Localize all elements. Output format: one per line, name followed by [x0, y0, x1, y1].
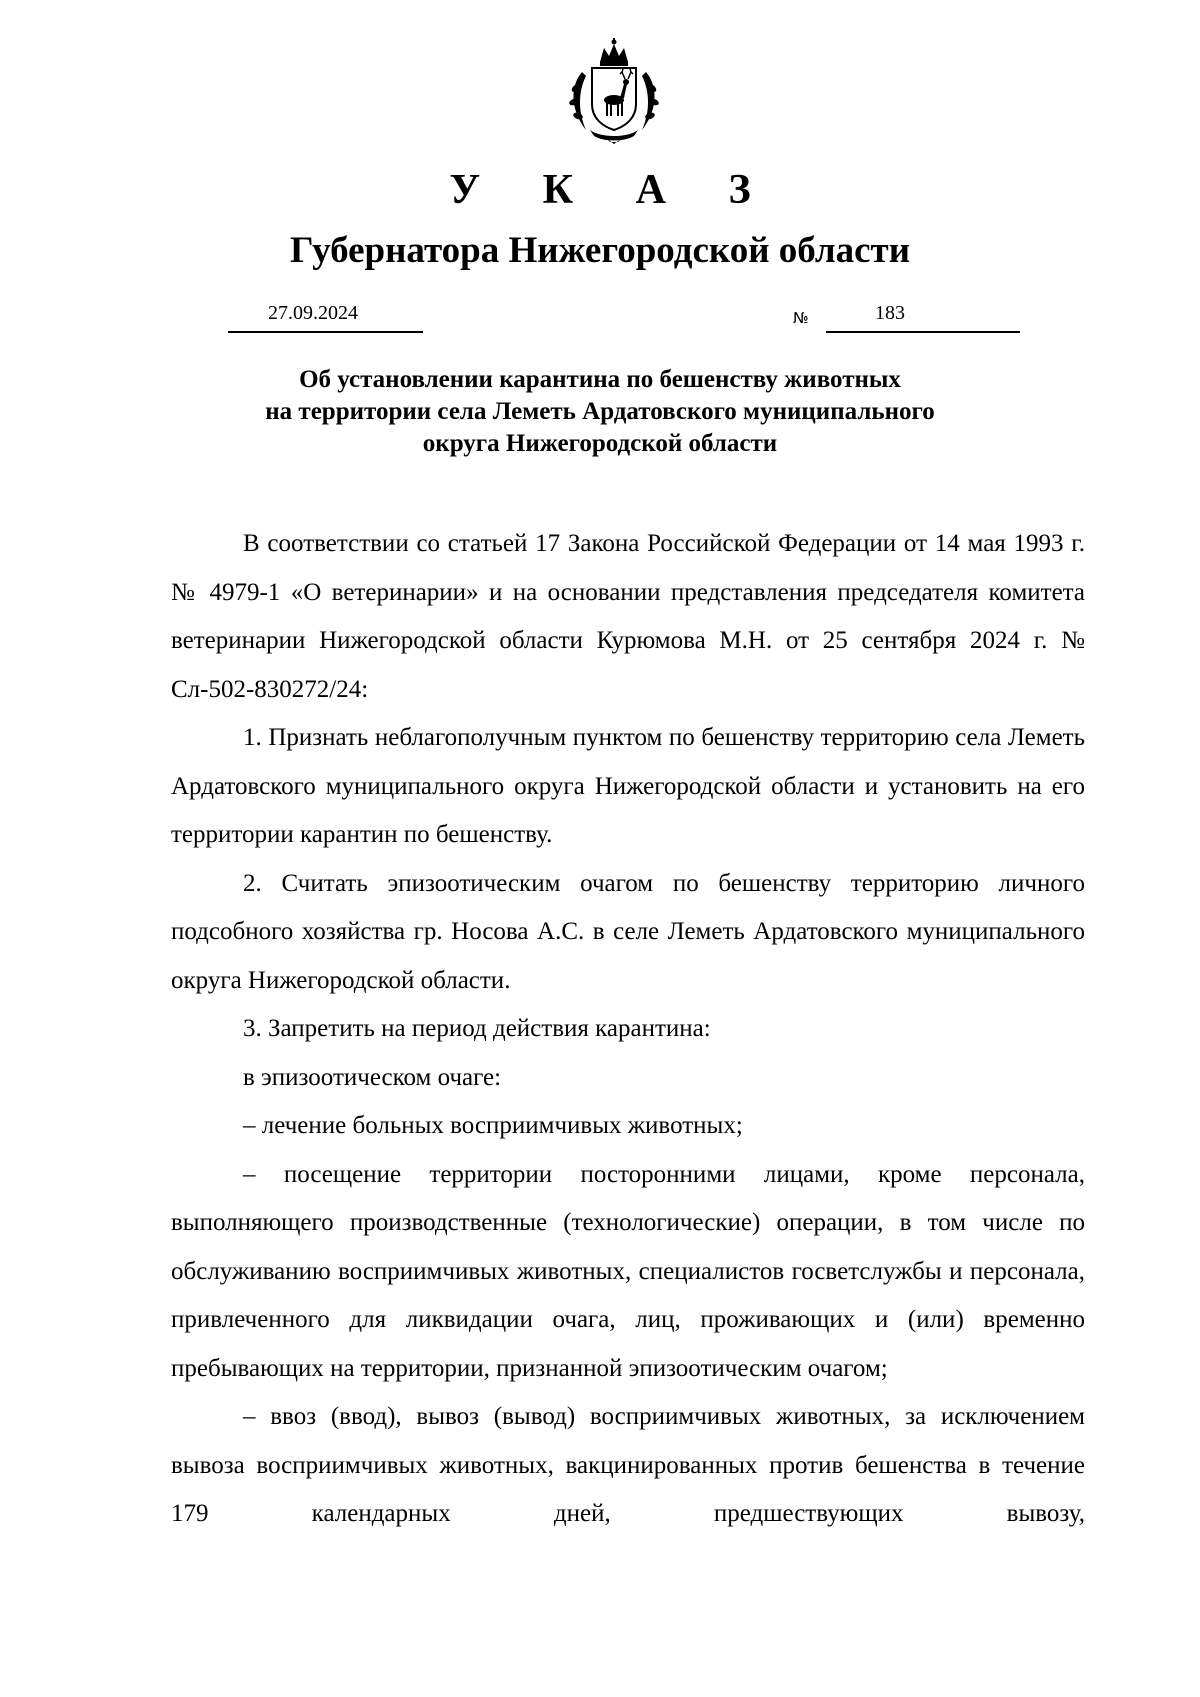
document-number: 183 [875, 302, 905, 324]
body-paragraph-focus-heading: в эпизоотическом очаге: [243, 1063, 502, 1091]
subject-line: округа Нижегородской области [422, 430, 778, 457]
shield-icon [592, 68, 636, 130]
number-sign: № [793, 309, 809, 327]
body-paragraph-item-1: 1. Признать неблагополучным пунктом по бешенству территорию села Леметь Ардатовского муниципального округа Нижегородской области и установить на его территории карантин по бешенству. [171, 724, 1085, 848]
body-paragraph-item-3: 3. Запретить на период действия карантина: [243, 1015, 711, 1042]
number-underline [826, 303, 1020, 333]
body-paragraph-dash-1: – лечение больных восприимчивых животных; [243, 1112, 743, 1139]
subject-line: Об установлении карантина по бешенству животных [299, 366, 901, 393]
crown-icon [600, 38, 628, 66]
body-paragraph-item-2: 2. Считать эпизоотическим очагом по бешенству территорию личного подсобного хозяйства гр. Носова А.С. в селе Леметь Ардатовского муниципального округа Нижегородской области. [171, 869, 1085, 994]
body-paragraph-dash-3: – ввоз (ввод), вывоз (вывод) восприимчивых животных, за исключением вывоза восприимчивых животных, вакцинированных против бешенства в течение 179 календарных дней, предшествующих вывозу, [171, 1403, 1085, 1527]
document-type-title: У К А З [449, 167, 777, 213]
body-paragraph-dash-2: – посещение территории посторонними лицами, кроме персонала, выполняющего производственные (технологические) операции, в том числе по обслуживанию восприимчивых животных, специалистов госветслужбы и персонала, привлеченного для ликвидации очага, лиц, проживающих и (или) временно пребывающих на территории, признанной эпизоотическим очагом; [171, 1160, 1085, 1382]
document-body [171, 520, 1085, 1539]
subject-line: на территории села Леметь Ардатовского муниципального [265, 398, 935, 425]
body-paragraph-preamble: В соответствии со статьей 17 Закона Российской Федерации от 14 мая 1993 г. № 4979-1 «О ветеринарии» и на основании представления председателя комитета ветеринарии Нижегородской области Курюмова М.Н. от 25 сентября 2024 г. № Сл-502-830272/24: [171, 530, 1085, 703]
coat-of-arms-emblem [560, 38, 668, 146]
document-subject [0, 364, 1200, 460]
issuer-title: Губернатора Нижегородской области [289, 230, 911, 271]
document-date: 27.09.2024 [268, 302, 358, 324]
